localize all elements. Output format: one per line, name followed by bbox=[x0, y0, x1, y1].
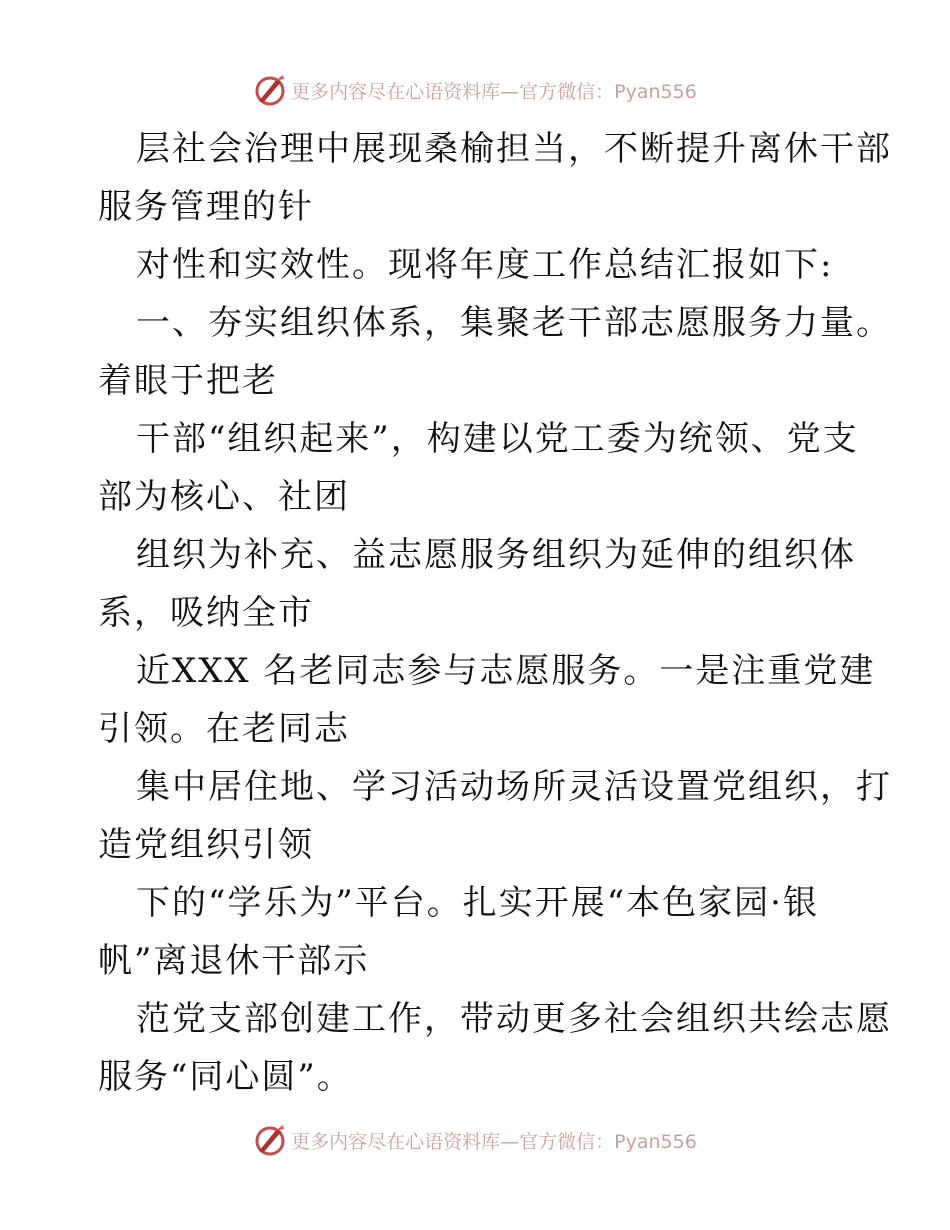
watermark-text: 更多内容尽在心语资料库—官方微信：Pyan556 bbox=[291, 80, 697, 103]
text-line: 一、夯实组织体系，集聚老干部志愿服务力量。 bbox=[136, 303, 892, 343]
text-line: 对性和实效性。现将年度工作总结汇报如下: bbox=[136, 245, 834, 285]
text-line: 组织为补充、益志愿服务组织为延伸的组织体 bbox=[136, 535, 856, 575]
footer-watermark bbox=[0, 1120, 950, 1160]
quill-logo-icon bbox=[253, 73, 287, 107]
text-line: 引领。在老同志 bbox=[98, 709, 350, 749]
text-line: 近XXX 名老同志参与志愿服务。一是注重党建 bbox=[136, 651, 876, 691]
text-line: 范党支部创建工作，带动更多社会组织共绘志愿 bbox=[136, 999, 892, 1039]
text-line: 服务管理的针 bbox=[98, 187, 314, 227]
text-line: 帆”离退休干部示 bbox=[98, 941, 370, 981]
quill-logo-icon bbox=[253, 1123, 287, 1157]
text-line: 干部“组织起来”，构建以党工委为统领、党支 bbox=[136, 419, 859, 459]
watermark-text: 更多内容尽在心语资料库—官方微信：Pyan556 bbox=[291, 1130, 697, 1153]
text-line: 部为核心、社团 bbox=[98, 477, 350, 517]
text-line: 服务“同心圆”。 bbox=[98, 1057, 353, 1097]
header-watermark bbox=[0, 70, 950, 110]
text-line: 系，吸纳全市 bbox=[98, 593, 314, 633]
text-line: 层社会治理中展现桑榆担当，不断提升离休干部 bbox=[136, 129, 892, 169]
text-line: 集中居住地、学习活动场所灵活设置党组织，打 bbox=[136, 767, 892, 807]
document-body bbox=[98, 120, 892, 1106]
text-line: 造党组织引领 bbox=[98, 825, 314, 865]
text-line: 着眼于把老 bbox=[98, 361, 278, 401]
text-line: 下的“学乐为”平台。扎实开展“本色家园·银 bbox=[136, 883, 819, 923]
